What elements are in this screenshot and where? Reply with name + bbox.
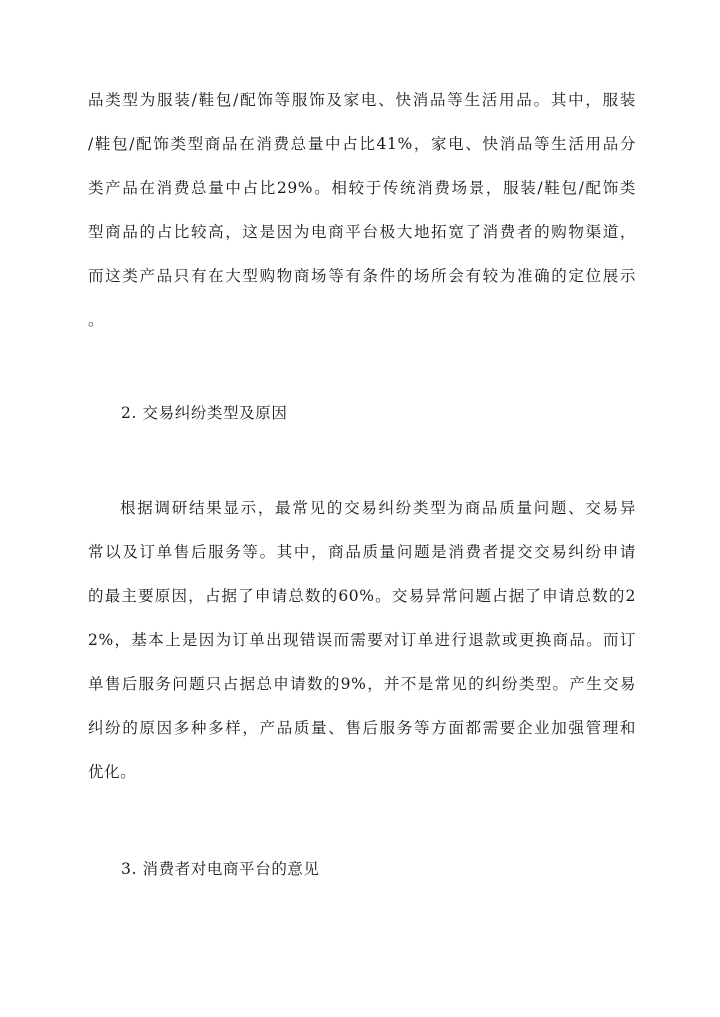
text-line: 品类型为服装/鞋包/配饰等服饰及家电、快消品等生活用品。其中，服装: [88, 91, 636, 109]
text-line: 优化。: [88, 763, 137, 781]
text-line: 单售后服务问题只占据总申请数的9%，并不是常见的纠纷类型。产生交易: [88, 675, 636, 693]
text-line: 常以及订单售后服务等。其中，商品质量问题是消费者提交交易纠纷申请: [88, 543, 636, 561]
text-line: 2%，基本上是因为订单出现错误而需要对订单进行退款或更换商品。而订: [88, 631, 636, 649]
section-heading-dispute-types: 2. 交易纠纷类型及原因: [121, 404, 288, 422]
text-line: /鞋包/配饰类型商品在消费总量中占比41%，家电、快消品等生活用品分: [88, 135, 636, 153]
text-line: 而这类产品只有在大型购物商场等有条件的场所会有较为准确的定位展示: [88, 267, 636, 285]
section-heading-consumer-opinions: 3. 消费者对电商平台的意见: [121, 860, 320, 878]
text-line: 根据调研结果显示，最常见的交易纠纷类型为商品质量问题、交易异: [120, 499, 636, 517]
text-line: 型商品的占比较高，这是因为电商平台极大地拓宽了消费者的购物渠道，: [88, 223, 636, 241]
text-line: 类产品在消费总量中占比29%。相较于传统消费场景，服装/鞋包/配饰类: [88, 179, 636, 197]
text-line: 纠纷的原因多种多样，产品质量、售后服务等方面都需要企业加强管理和: [88, 719, 636, 737]
text-line: 的最主要原因，占据了申请总数的60%。交易异常问题占据了申请总数的2: [88, 587, 636, 605]
text-line: 。: [88, 311, 105, 329]
